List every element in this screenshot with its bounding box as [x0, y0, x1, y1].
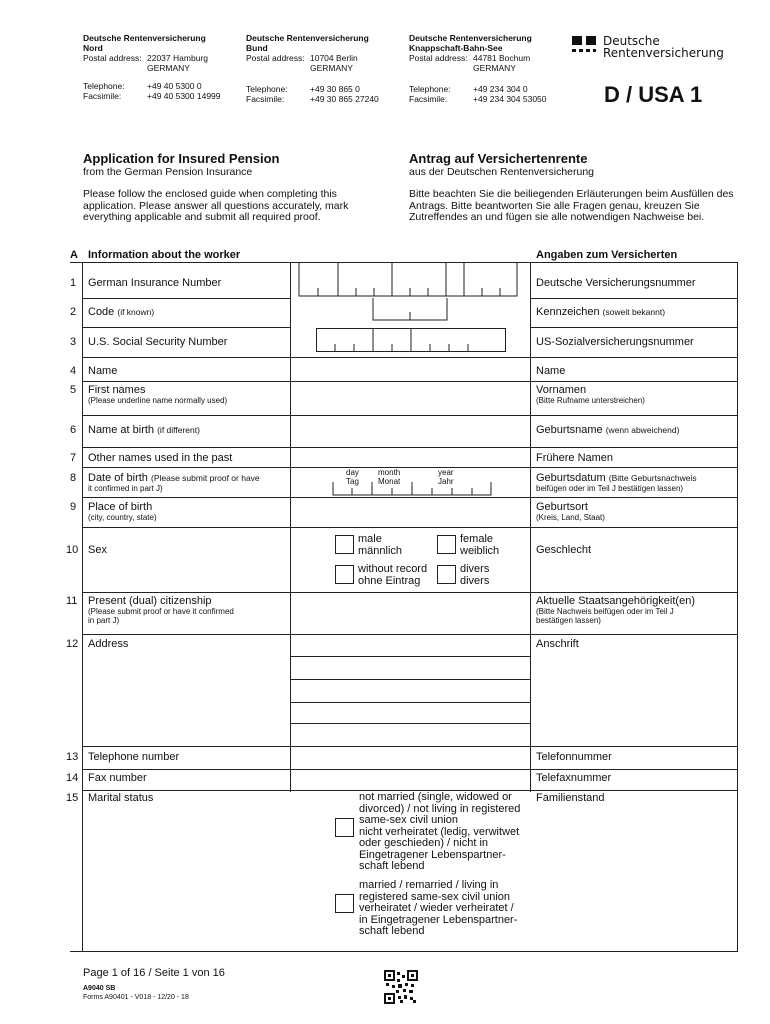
telephone-label: Telephone:: [83, 81, 125, 91]
fax-value: +49 234 304 53050: [473, 94, 547, 104]
logo-line2: Rentenversicherung: [603, 46, 724, 60]
birth-name-input[interactable]: [291, 416, 530, 447]
row-number: 13: [66, 751, 79, 763]
title-de: Antrag auf Versichertenrente: [409, 151, 588, 166]
telephone-input[interactable]: [291, 747, 530, 769]
marital-married-label: married / remarried / living in registered same-sex civil union verheiratet / wieder verheiratet / in Eingetragener Lebenspartner- schaft lebend: [359, 879, 518, 937]
section-letter: A: [70, 249, 78, 261]
intro-de: Bitte beachten Sie die beiliegenden Erläuterungen beim Ausfüllen des Antrags. Bitte beantworten Sie alle Fragen genau, kreuzen Sie Zutreffendes an und fügen sie alle notwendigen Nachweise bei.: [409, 188, 734, 223]
marital-not-married-label: not married (single, widowed or divorced) / not living in registered same-sex civil union nicht verheiratet (ledig, verwitwet oder geschieden) / nicht in Eingetragener Lebenspartner- schaft lebend: [359, 791, 521, 872]
office-name: Deutsche Rentenversicherung: [409, 33, 532, 43]
citizenship-input[interactable]: [291, 593, 530, 634]
office-bund: [246, 33, 406, 104]
office-name: Deutsche Rentenversicherung: [83, 33, 206, 43]
row-number: 2: [70, 306, 77, 318]
row-number: 1: [70, 277, 77, 289]
address-label: Postal address:: [246, 53, 305, 63]
label-place-of-birth-de: Geburtsort (Kreis, Land, Staat): [536, 501, 605, 522]
drv-logo-text: [603, 35, 724, 59]
row-number: 14: [66, 772, 79, 784]
code-input[interactable]: [372, 298, 448, 322]
marital-married-checkbox[interactable]: [335, 894, 354, 913]
label-sex-de: Geschlecht: [536, 544, 592, 556]
label-code-de: Kennzeichen (soweit bekannt): [536, 306, 666, 318]
sex-without-record-label: without record ohne Eintrag: [358, 563, 428, 587]
row-number: 5: [70, 384, 77, 396]
fax-label: Facsimile:: [83, 91, 122, 101]
telephone-label: Telephone:: [409, 84, 451, 94]
row-number: 6: [70, 424, 77, 436]
label-first-names-de: Vornamen (Bitte Rufname unterstreichen): [536, 384, 645, 405]
sex-without-record-checkbox[interactable]: [335, 565, 354, 584]
label-code-en: Code (if known): [88, 306, 155, 318]
sex-male-label: male männlich: [358, 533, 403, 557]
address-country: GERMANY: [147, 63, 190, 73]
row-number: 12: [66, 638, 79, 650]
address-line: 44781 Bochum: [473, 53, 531, 63]
sex-male-checkbox[interactable]: [335, 535, 354, 554]
office-nord: [83, 33, 243, 101]
drv-logo-icon: [572, 36, 598, 58]
section-title-de: Angaben zum Versicherten: [536, 249, 678, 261]
address-line: 22037 Hamburg: [147, 53, 208, 63]
row-number: 7: [70, 452, 77, 464]
intro-en: Please follow the enclosed guide when completing this application. Please answer all questions accurately, mark everything applicable and submit all required proof.: [83, 188, 349, 223]
label-fax-de: Telefaxnummer: [536, 772, 612, 784]
subtitle-de: aus der Deutschen Rentenversicherung: [409, 166, 595, 178]
address-label: Postal address:: [409, 53, 468, 63]
form-version: Forms A90401 - V018 - 12/20 - 18: [83, 994, 189, 1001]
row-number: 10: [66, 544, 79, 556]
office-region: Knappschaft-Bahn-See: [409, 43, 503, 53]
label-telephone-de: Telefonnummer: [536, 751, 612, 763]
row-number: 9: [70, 501, 77, 513]
label-citizenship-de: Aktuelle Staatsangehörigkeit(en) (Bitte Nachweis beifügen oder im Teil J bestätigen lassen): [536, 595, 695, 625]
label-fax-en: Fax number: [88, 772, 147, 784]
ssn-input[interactable]: [316, 328, 506, 353]
label-insurance-number-de: Deutsche Versicherungsnummer: [536, 277, 696, 289]
address-line: 10704 Berlin: [310, 53, 358, 63]
label-sex-en: Sex: [88, 544, 107, 556]
sex-divers-label: divers divers: [460, 563, 490, 587]
label-birth-name-en: Name at birth (if different): [88, 424, 200, 436]
label-name-de: Name: [536, 365, 566, 377]
row-number: 3: [70, 336, 77, 348]
other-names-input[interactable]: [291, 448, 530, 467]
insurance-number-input[interactable]: [298, 262, 518, 298]
telephone-label: Telephone:: [246, 84, 288, 94]
label-date-of-birth-de: Geburtsdatum (Bitte Geburtsnachweis beifügen oder im Teil J bestätigen lassen): [536, 472, 697, 493]
section-title-en: Information about the worker: [88, 249, 241, 261]
form-code: D / USA 1: [604, 82, 703, 107]
row-number: 8: [70, 472, 77, 484]
label-name-en: Name: [88, 365, 118, 377]
label-ssn-en: U.S. Social Security Number: [88, 336, 228, 348]
sex-female-checkbox[interactable]: [437, 535, 456, 554]
label-telephone-en: Telephone number: [88, 751, 180, 763]
name-input[interactable]: [291, 358, 530, 381]
label-citizenship-en: Present (dual) citizenship (Please submit proof or have it confirmed in part J): [88, 595, 234, 625]
row-number: 11: [66, 595, 78, 607]
sex-divers-checkbox[interactable]: [437, 565, 456, 584]
form-bottom-rule: [70, 951, 738, 952]
label-address-de: Anschrift: [536, 638, 579, 650]
fax-value: +49 30 865 27240: [310, 94, 379, 104]
month-label: month Monat: [378, 468, 401, 486]
office-name: Deutsche Rentenversicherung: [246, 33, 369, 43]
label-ssn-de: US-Sozialversicherungsnummer: [536, 336, 694, 348]
page-indicator: Page 1 of 16 / Seite 1 von 16: [83, 967, 225, 979]
right-rule: [737, 262, 738, 952]
logo-line1: Deutsche: [603, 34, 660, 48]
row-number: 4: [70, 365, 77, 377]
telephone-value: +49 234 304 0: [473, 84, 528, 94]
telephone-value: +49 30 865 0: [310, 84, 360, 94]
label-marital-status-en: Marital status: [88, 792, 154, 804]
left-rule: [82, 262, 83, 952]
label-place-of-birth-en: Place of birth (city, country, state): [88, 501, 157, 522]
fax-value: +49 40 5300 14999: [147, 91, 221, 101]
fax-label: Facsimile:: [246, 94, 285, 104]
address-country: GERMANY: [310, 63, 353, 73]
fax-label: Facsimile:: [409, 94, 448, 104]
title-en: Application for Insured Pension: [83, 151, 280, 166]
address-country: GERMANY: [473, 63, 516, 73]
marital-not-married-checkbox[interactable]: [335, 818, 354, 837]
telephone-value: +49 40 5300 0: [147, 81, 202, 91]
qr-code-icon: [384, 970, 418, 1009]
form-code-footer: A9040 SB: [83, 985, 116, 992]
fax-input[interactable]: [291, 770, 530, 790]
address-label: Postal address:: [83, 53, 142, 63]
label-other-names-de: Frühere Namen: [536, 452, 614, 464]
label-address-en: Address: [88, 638, 129, 650]
first-names-input[interactable]: [291, 382, 530, 415]
year-label: year Jahr: [438, 468, 454, 486]
office-region: Nord: [83, 43, 103, 53]
subtitle-en: from the German Pension Insurance: [83, 166, 253, 178]
label-insurance-number-en: German Insurance Number: [88, 277, 222, 289]
label-other-names-en: Other names used in the past: [88, 452, 233, 464]
office-region: Bund: [246, 43, 268, 53]
label-date-of-birth-en: Date of birth (Please submit proof or have it confirmed in part J): [88, 472, 260, 493]
label-first-names-en: First names (Please underline name normally used): [88, 384, 228, 405]
place-of-birth-input[interactable]: [291, 498, 530, 527]
office-knappschaft: [409, 33, 569, 104]
row-number: 15: [66, 792, 79, 804]
day-label: day Tag: [346, 468, 359, 486]
label-marital-status-de: Familienstand: [536, 792, 605, 804]
address-input[interactable]: [291, 635, 530, 746]
drv-logo: [572, 36, 598, 63]
sex-female-label: female weiblich: [460, 533, 500, 557]
label-birth-name-de: Geburtsname (wenn abweichend): [536, 424, 680, 436]
